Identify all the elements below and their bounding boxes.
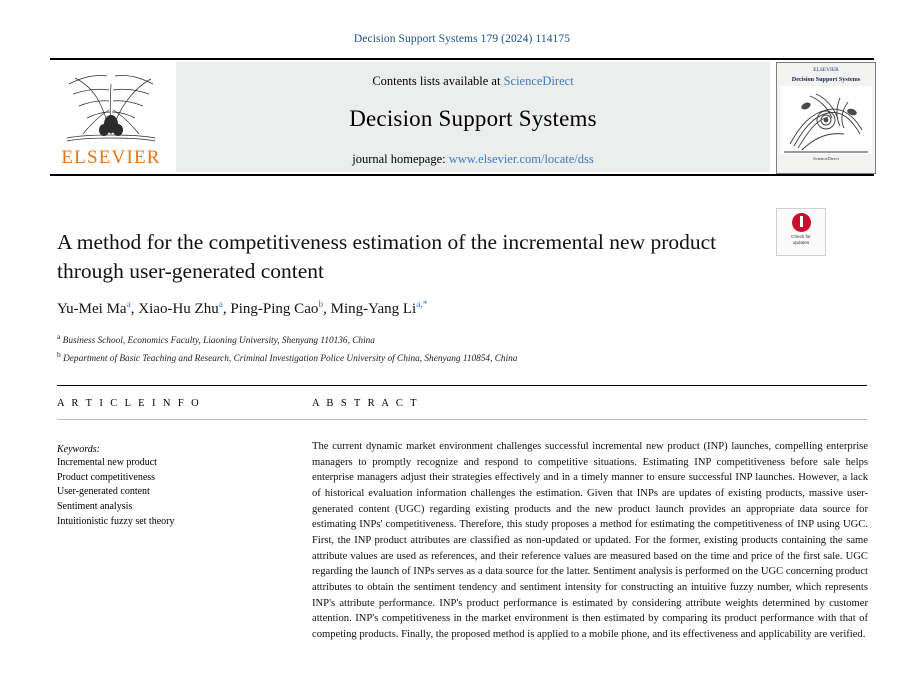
journal-band [176, 62, 770, 172]
abstract-heading: A B S T R A C T [312, 398, 419, 409]
section-divider [57, 385, 867, 386]
cover-top-text: ELSEVIER [813, 67, 839, 73]
affiliation-list [57, 331, 797, 367]
journal-title: Decision Support Systems [349, 106, 597, 131]
author-marker: b [318, 300, 324, 310]
crossmark-line2: updates [792, 240, 810, 246]
cover-bottom-text: ScienceDirect [813, 155, 839, 161]
article-info-column [57, 398, 272, 529]
author-name: Xiao-Hu Zhu [138, 301, 219, 317]
elsevier-wordmark: ELSEVIER [61, 147, 161, 168]
author-name: Yu-Mei Ma [57, 301, 127, 317]
author-marker: a [126, 300, 131, 310]
masthead-bottom-rule [50, 174, 874, 176]
keyword-item: Intuitionistic fuzzy set theory [57, 515, 175, 527]
crossmark-label [777, 234, 825, 246]
keyword-item: User-generated content [57, 486, 150, 498]
elsevier-tree-icon [63, 64, 159, 146]
sciencedirect-link[interactable]: ScienceDirect [503, 74, 574, 88]
homepage-line [176, 132, 770, 167]
page-title: A method for the competitiveness estimation of the incremental new product through user-generated content [57, 230, 717, 283]
affiliation-item [57, 331, 797, 349]
affiliation-text: Department of Basic Teaching and Research, Criminal Investigation Police University of China, Shenyang 110854, China [63, 354, 518, 365]
affiliation-item [57, 349, 797, 367]
cover-artwork-icon [780, 86, 872, 154]
cover-journal-title: Decision Support Systems [791, 76, 861, 84]
affiliation-marker: b [57, 350, 61, 360]
elsevier-logo [50, 62, 172, 172]
affiliation-text: Business School, Economics Faculty, Liaoning University, Shenyang 110136, China [62, 336, 375, 347]
keyword-item: Incremental new product [57, 457, 157, 468]
homepage-prefix: journal homepage: [352, 152, 449, 166]
author-name: Ping-Ping Cao [230, 301, 319, 317]
crossmark-badge[interactable] [776, 208, 826, 256]
journal-masthead [50, 58, 874, 176]
crossmark-icon [792, 213, 811, 232]
abstract-text: The current dynamic market environment challenges successful incremental new product (INP) launches, compelling enterprise managers to promptly recognize and respond to competitive situations. Estimating INP competitiveness before sale helps enterprise managers adjust their strategies effectively and in a timely manner to ensure successful INP launches. However, a lack of historical evaluation information challenges the estimation. Given that INPs are updates of existing products, massive user-generated content (UGC) regarding existing products and the new product launch provides an appropriate data source for estimating INPs' competitiveness. Therefore, this study proposes a method for estimating the competitiveness of INP using UGC. First, the INP product attributes are classified as non-updated or updated. For the former, existing products containing the same attribute values are used as references, and their reference values are measured based on the time and price of the first sale. UGC regarding the launch of INPs serves as a data source for the latter. Sentiment analysis is performed on the UGC concerning product attributes to obtain the sentiment tendency and sentiment intensity for constructing an intuitive fuzzy number, which represents INP's attribute performance. INP's product performance is estimated by considering attribute weights determined by customer attention. INP's competitiveness in the market environment is then estimated by comparing its product performance with that of competing products. Finally, the proposed method is applied to a mobile phone, and its effectiveness and applicability are verified. [312, 441, 868, 641]
running-head: Decision Support Systems 179 (2024) 114175 [353, 33, 571, 45]
contents-line [176, 62, 770, 89]
contents-prefix: Contents lists available at [372, 74, 504, 88]
abstract-column [312, 398, 868, 643]
masthead-top-rule [50, 58, 874, 60]
affiliation-marker: a [57, 332, 61, 341]
keyword-item: Sentiment analysis [57, 501, 133, 513]
keywords-list [57, 456, 272, 529]
author-list: Yu-Mei Ma$^a$, Xiao-Hu Zhu$^a$, Ping-Ping Cao$^b$, Ming-Yang $Li^{a,*}$ [57, 300, 428, 317]
article-info-heading: A R T I C L E I N F O [57, 398, 202, 409]
crossmark-line1: Check for [791, 234, 811, 239]
author-marker: a,* [416, 300, 428, 310]
journal-homepage-link[interactable]: www.elsevier.com/locate/dss [448, 152, 594, 166]
keyword-item: Product competitiveness [57, 471, 156, 483]
journal-cover-thumbnail [776, 62, 876, 174]
author-name: Ming-Yang Li [330, 301, 417, 317]
author-marker: a [218, 300, 223, 310]
keywords-label: Keywords: [57, 444, 100, 455]
